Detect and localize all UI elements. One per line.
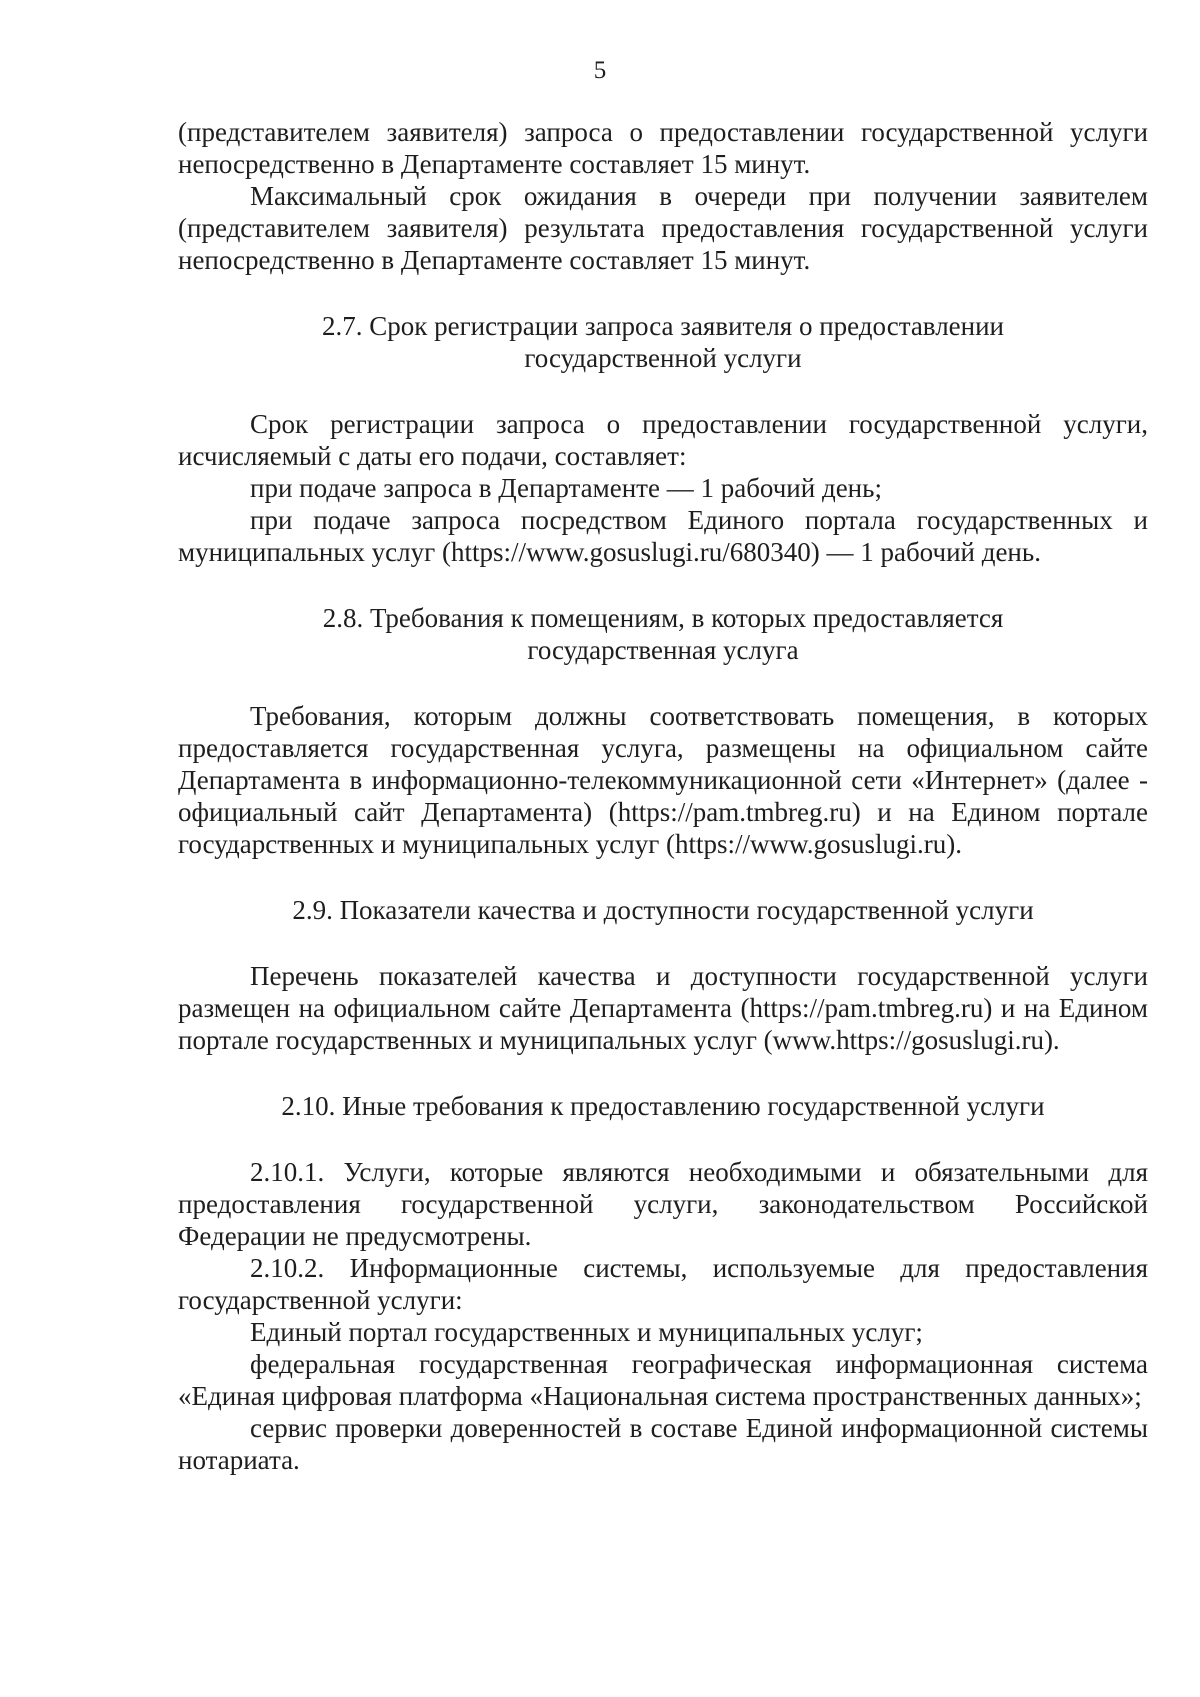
document-body xyxy=(178,116,1148,1476)
section-heading-2-8 xyxy=(178,602,1148,666)
paragraph-registration-term: Срок регистрации запроса о предоставлении государственной услуги, исчисляемый с даты его подачи, составляет: xyxy=(178,409,1148,471)
paragraph-registration-department: при подаче запроса в Департаменте — 1 рабочий день; xyxy=(250,473,882,503)
paragraph-notary-service: сервис проверки доверенностей в составе Единой информационной системы нотариата. xyxy=(178,1413,1148,1475)
section-heading-2-10 xyxy=(178,1090,1148,1122)
paragraph-queue-time-result: Максимальный срок ожидания в очереди при получении заявителем (представителем заявителя) результата предоставления государственной услуги непосредственно в Департаменте составляет 15 минут. xyxy=(178,181,1148,275)
paragraph-2-10-2: 2.10.2. Информационные системы, используемые для предоставления государственной услуги: xyxy=(178,1253,1148,1315)
section-heading-2-8-line1: 2.8. Требования к помещениям, в которых предоставляется xyxy=(322,603,1004,633)
paragraph-premises-requirements: Требования, которым должны соответствовать помещения, в которых предоставляется государственная услуга, размещены на официальном сайте Департамента в информационно-телекоммуникационной сети «Интернет» (далее - официальный сайт Департамента) (https://pam.tmbreg.ru) и на Едином портале государственных и муниципальных услуг (https://www.gosuslugi.ru). xyxy=(178,701,1148,859)
section-heading-2-9-line1: 2.9. Показатели качества и доступности государственной услуги xyxy=(292,895,1034,925)
section-heading-2-8-line2: государственная услуга xyxy=(527,635,799,665)
paragraph-geo-information-system: федеральная государственная географическая информационная система «Единая цифровая платформа «Национальная система пространственных данных»; xyxy=(178,1349,1148,1411)
paragraph-quality-indicators: Перечень показателей качества и доступности государственной услуги размещен на официальном сайте Департамента (https://pam.tmbreg.ru) и на Едином портале государственных и муниципальных услуг (www.https://gosuslugi.ru). xyxy=(178,961,1148,1055)
paragraph-2-10-1: 2.10.1. Услуги, которые являются необходимыми и обязательными для предоставления государственной услуги, законодательством Российской Федерации не предусмотрены. xyxy=(178,1157,1148,1251)
section-heading-2-7-line1: 2.7. Срок регистрации запроса заявителя о предоставлении xyxy=(321,311,1004,341)
section-heading-2-7-line2: государственной услуги xyxy=(524,343,802,373)
page-number: 5 xyxy=(593,57,607,84)
paragraph-unified-portal: Единый портал государственных и муниципальных услуг; xyxy=(250,1317,923,1347)
section-heading-2-9 xyxy=(178,894,1148,926)
section-heading-2-7 xyxy=(178,310,1148,374)
paragraph-registration-portal: при подаче запроса посредством Единого портала государственных и муниципальных услуг (https://www.gosuslugi.ru/680340) — 1 рабочий день. xyxy=(178,505,1148,567)
paragraph-queue-time-request: (представителем заявителя) запроса о предоставлении государственной услуги непосредственно в Департаменте составляет 15 минут. xyxy=(178,117,1148,179)
section-heading-2-10-line1: 2.10. Иные требования к предоставлению государственной услуги xyxy=(281,1091,1045,1121)
